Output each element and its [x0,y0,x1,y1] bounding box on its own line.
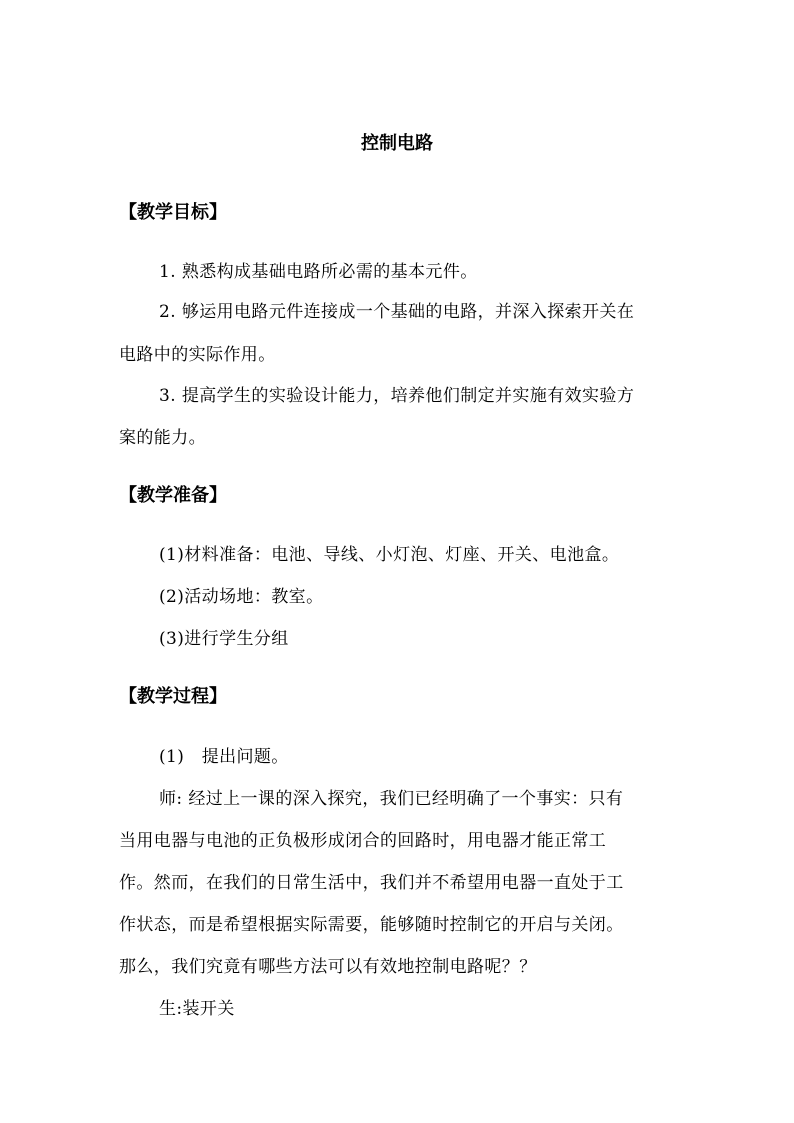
goal-item-1: 1. 熟悉构成基础电路所必需的基本元件。 [159,262,478,282]
prep-item-1: (1)材料准备：电池、导线、小灯泡、灯座、开关、电池盒。 [159,545,620,565]
teacher-line-2: 当用电器与电池的正负极形成闭合的回路时，用电器才能正常工 [119,831,607,851]
prep-item-2: (2)活动场地：教室。 [159,587,324,607]
teacher-line-3: 作。然而，在我们的日常生活中，我们并不希望用电器一直处于工 [119,873,624,893]
student-line: 生:装开关 [159,999,235,1019]
goal-item-3-line-2: 案的能力。 [119,428,206,448]
teacher-line-5: 那么，我们究竟有哪些方法可以有效地控制电路呢？？ [119,957,537,977]
document-title: 控制电路 [361,133,433,154]
section-heading-prep: 【教学准备】 [119,485,227,506]
prep-item-3: (3)进行学生分组 [159,629,289,649]
section-heading-process: 【教学过程】 [119,686,227,707]
section-heading-goals: 【教学目标】 [119,202,227,223]
goal-item-2-line-1: 2. 够运用电路元件连接成一个基础的电路，并深入探索开关在 [159,302,635,322]
teacher-line-4: 作状态，而是希望根据实际需要，能够随时控制它的开启与关闭。 [119,915,624,935]
goal-item-3-line-1: 3. 提高学生的实验设计能力，培养他们制定并实施有效实验方 [159,386,635,406]
goal-item-2-line-2: 电路中的实际作用。 [119,345,276,365]
teacher-line-1: 师: 经过上一课的深入探究，我们已经明确了一个事实：只有 [159,789,624,809]
process-step-1: (1) 提出问题。 [159,747,289,767]
